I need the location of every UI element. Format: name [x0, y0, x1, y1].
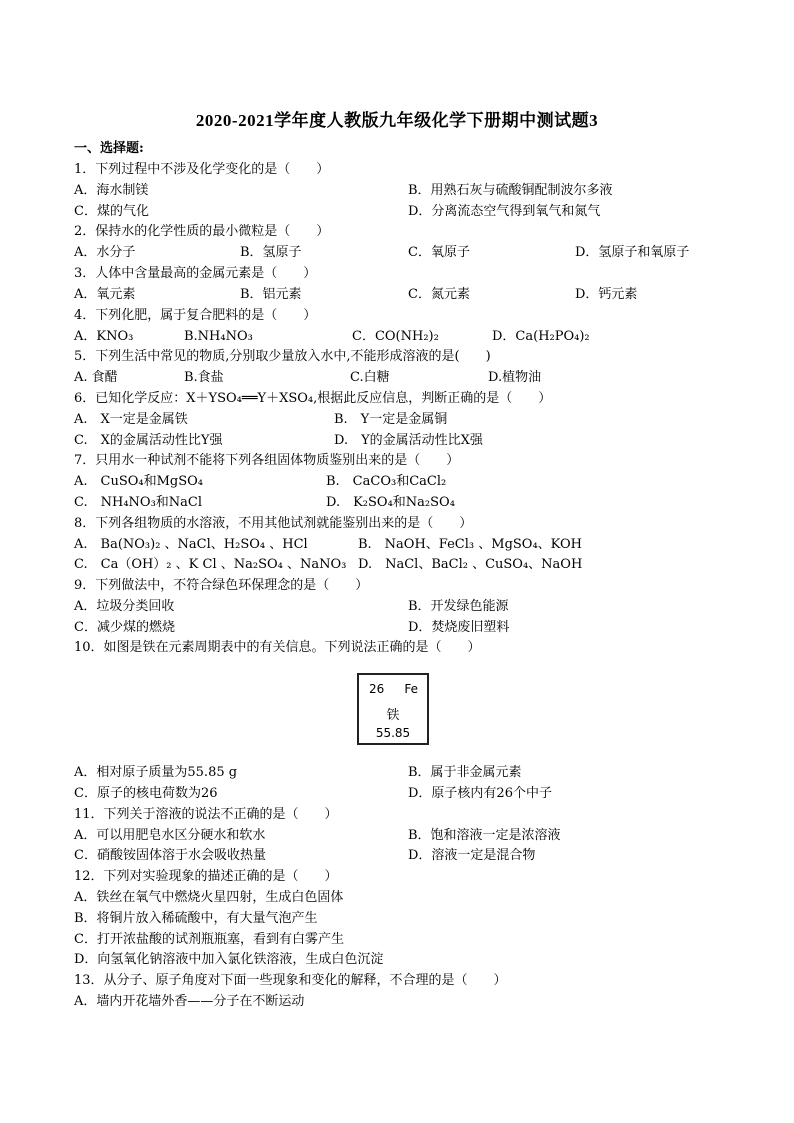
- option-d: D. NaCl、BaCl₂ 、CuSO₄、NaOH: [358, 557, 583, 572]
- option-d: D．原子核内有26个中子: [408, 786, 552, 801]
- option-a: A．氧元素: [74, 287, 136, 302]
- question-1-options-row2: [74, 202, 724, 222]
- option-b: B.食盐: [184, 370, 224, 385]
- option-d: D．焚烧废旧塑料: [408, 620, 510, 635]
- option-b: B．开发绿色能源: [408, 599, 509, 614]
- question-7-stem: 7．只用水一种试剂不能将下列各组固体物质鉴别出来的是（ ）: [74, 453, 460, 468]
- option-c: C. NH₄NO₃和NaCl: [74, 495, 203, 510]
- question-1-options-row1: [74, 181, 724, 201]
- question-13-stem: 13．从分子、原子角度对下面一些现象和变化的解释，不合理的是（ ）: [74, 973, 507, 988]
- option-c: C.白糖: [350, 370, 390, 385]
- periodic-table-cell-iron: [357, 673, 429, 745]
- option-d: D．钙元素: [575, 287, 638, 302]
- question-11-options-row2: [74, 846, 724, 866]
- option-a: A．KNO₃: [74, 329, 134, 344]
- question-7-options-row2: [74, 493, 724, 513]
- option-c: C．氧原子: [408, 245, 470, 260]
- element-symbol: Fe: [404, 682, 418, 696]
- option-a: A. CuSO₄和MgSO₄: [74, 474, 204, 489]
- option-c: C. X的金属活动性比Y强: [74, 433, 223, 448]
- option-a: A. 食醋: [74, 370, 118, 385]
- option-c: C．硝酸铵固体溶于水会吸收热量: [74, 848, 266, 863]
- question-2-stem: 2．保持水的化学性质的最小微粒是（ ）: [74, 224, 330, 239]
- option-b: B. Y一定是金属铜: [334, 412, 448, 427]
- option-b: B．铝元素: [240, 287, 302, 302]
- question-3-stem: 3．人体中含量最高的金属元素是（ ）: [74, 266, 317, 281]
- option-a: A．可以用肥皂水区分硬水和软水: [74, 828, 266, 843]
- question-10-options-row2: [74, 784, 724, 804]
- question-12-option-d: D．向氢氧化钠溶液中加入氯化铁溶液，生成白色沉淀: [74, 952, 384, 967]
- question-8-stem: 8．下列各组物质的水溶液，不用其他试剂就能鉴别出来的是（ ）: [74, 516, 473, 531]
- question-9-options-row1: [74, 597, 724, 617]
- question-10-stem: 10．如图是铁在元素周期表中的有关信息。下列说法正确的是（ ）: [74, 640, 481, 655]
- question-11-stem: 11．下列关于溶液的说法不正确的是（ ）: [74, 807, 338, 822]
- question-5-options: [74, 368, 724, 388]
- question-12-option-a: A．铁丝在氧气中燃烧火星四射，生成白色固体: [74, 890, 344, 905]
- question-12-stem: 12．下列对实验现象的描述正确的是（ ）: [74, 869, 338, 884]
- atomic-number: 26: [369, 682, 385, 696]
- question-10-options-row1: [74, 763, 724, 783]
- option-b: B．用熟石灰与硫酸铜配制波尔多液: [408, 183, 613, 198]
- option-c: C．煤的气化: [74, 204, 149, 219]
- question-5-stem: 5．下列生活中常见的物质,分别取少量放入水中,不能形成溶液的是( ): [74, 349, 491, 364]
- question-9-options-row2: [74, 618, 724, 638]
- option-b: B. NaOH、FeCl₃ 、MgSO₄、KOH: [358, 537, 583, 552]
- option-c: C．减少煤的燃烧: [74, 620, 175, 635]
- option-b: B．属于非金属元素: [408, 765, 522, 780]
- option-b: B. CaCO₃和CaCl₂: [326, 474, 447, 489]
- section-heading: 一、选择题:: [74, 141, 144, 156]
- option-a: A．垃圾分类回收: [74, 599, 175, 614]
- question-6-stem: 6．已知化学反应：X＋YSO₄══Y＋XSO₄,根据此反应信息，判断正确的是（ ）: [74, 391, 552, 406]
- question-6-options-row2: [74, 431, 724, 451]
- option-d: D．溶液一定是混合物: [408, 848, 536, 863]
- question-3-options: [74, 285, 724, 305]
- question-7-options-row1: [74, 472, 724, 492]
- option-c: C．氮元素: [408, 287, 470, 302]
- question-4-stem: 4．下列化肥，属于复合肥料的是（ ）: [74, 308, 317, 323]
- option-d: D. Y的金属活动性比X强: [334, 433, 483, 448]
- element-name: 铁: [386, 708, 400, 723]
- option-a: A. Ba(NO₃)₂ 、NaCl、H₂SO₄ 、HCl: [74, 537, 308, 552]
- question-9-stem: 9．下列做法中，不符合绿色环保理念的是（ ）: [74, 578, 369, 593]
- option-b: B．饱和溶液一定是浓溶液: [408, 828, 561, 843]
- question-11-options-row1: [74, 826, 724, 846]
- option-c: C．原子的核电荷数为26: [74, 786, 218, 801]
- option-a: A. X一定是金属铁: [74, 412, 188, 427]
- option-c: C. Ca（OH）₂ 、K Cl 、Na₂SO₄ 、NaNO₃: [74, 557, 347, 572]
- question-13-option-a: A．墙内开花墙外香——分子在不断运动: [74, 994, 305, 1009]
- option-b: B．氢原子: [240, 245, 302, 260]
- page-title: 2020-2021学年度人教版九年级化学下册期中测试题3: [195, 111, 599, 130]
- option-d: D．分离流态空气得到氧气和氮气: [408, 204, 601, 219]
- question-8-options-row1: [74, 535, 724, 555]
- question-1-stem: 1．下列过程中不涉及化学变化的是（ ）: [74, 162, 330, 177]
- option-b: B.NH₄NO₃: [184, 329, 253, 344]
- option-d: D.植物油: [488, 370, 542, 385]
- atomic-mass: 55.85: [375, 726, 411, 740]
- question-12-option-b: B．将铜片放入稀硫酸中，有大量气泡产生: [74, 911, 318, 926]
- option-d: D．氢原子和氧原子: [575, 245, 690, 260]
- option-d: D．Ca(H₂PO₄)₂: [492, 329, 590, 344]
- question-2-options: [74, 243, 724, 263]
- question-8-options-row2: [74, 555, 724, 575]
- option-c: C．CO(NH₂)₂: [352, 329, 439, 344]
- question-12-option-c: C．打开浓盐酸的试剂瓶瓶塞，看到有白雾产生: [74, 932, 344, 947]
- question-4-options: [74, 327, 724, 347]
- option-a: A．海水制镁: [74, 183, 149, 198]
- option-d: D. K₂SO₄和Na₂SO₄: [326, 495, 455, 510]
- question-6-options-row1: [74, 410, 724, 430]
- option-a: A．水分子: [74, 245, 136, 260]
- option-a: A．相对原子质量为55.85 g: [74, 765, 238, 780]
